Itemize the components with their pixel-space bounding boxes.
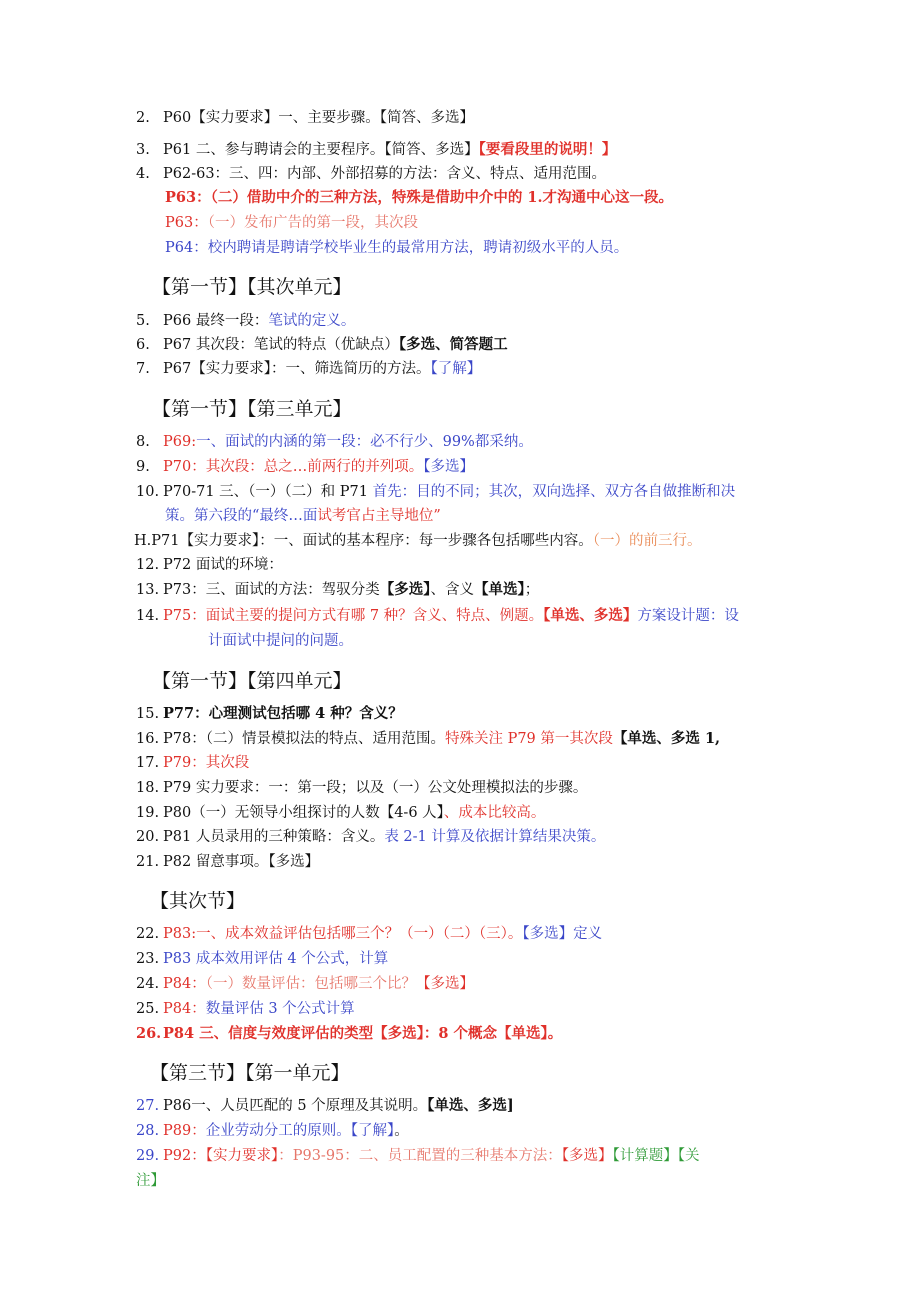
- item-text: P62-63：三、四：内部、外部招募的方法：含义、特点、适用范围。: [163, 166, 607, 182]
- item-note: 【了解】: [430, 361, 482, 377]
- list-item-29-cont: [136, 1171, 165, 1191]
- list-item-4b: [165, 213, 418, 233]
- section-heading-2: 【第一节】【第三单元】: [152, 398, 352, 420]
- item-text: P66 最终一段：: [163, 313, 269, 329]
- item-number: 5.: [136, 313, 150, 329]
- list-item-17: [136, 753, 249, 773]
- list-item-23: [136, 949, 388, 969]
- list-item-2: [136, 108, 474, 128]
- item-text: （一）数量评估：包括哪三个比？: [205, 976, 416, 992]
- item-ref: P84：: [163, 1001, 206, 1017]
- item-text: 企业劳动分工的原则。: [205, 1123, 351, 1139]
- item-number: 10.: [136, 484, 160, 500]
- list-item-14-cont: [208, 631, 353, 651]
- section-heading-4: 【其次节】: [150, 890, 246, 912]
- item-text: P70-71 三、（一）（二）和 P71: [163, 484, 373, 500]
- item-text: 计面试中提问的问题。: [208, 633, 353, 649]
- item-text: P60【实力要求】一、主要步骤。【简答、多选】: [163, 110, 474, 126]
- item-ref: P89：: [163, 1123, 206, 1139]
- item-number: 28.: [136, 1123, 160, 1139]
- item-number: 26.: [136, 1025, 162, 1042]
- list-item-8: [136, 432, 533, 452]
- list-item-16: [136, 729, 720, 749]
- section-heading-5: 【第三节】【第一单元】: [150, 1062, 350, 1084]
- item-text: P63：（二）借助中介的三种方法，特殊是借助中介中的 1.才沟通中心这一段。: [165, 189, 674, 206]
- list-item-10: [136, 482, 735, 502]
- item-number: 9.: [136, 459, 150, 475]
- item-number: 20.: [136, 829, 160, 845]
- item-note: 笔试的定义。: [268, 313, 356, 329]
- item-note: 表 2-1 计算及依据计算结果决策。: [384, 829, 606, 845]
- list-item-7: [136, 359, 481, 379]
- section-heading-1: 【第一节】【其次单元】: [152, 276, 352, 298]
- item-tag: 【多选】: [379, 581, 431, 598]
- list-item-4: [136, 164, 606, 184]
- item-text: ：P93-95：二、员工配置的三种基本方法：: [278, 1148, 562, 1164]
- item-text: 数量评估 3 个公式计算: [205, 1001, 355, 1017]
- item-number: 16.: [136, 731, 160, 747]
- item-number: 19.: [136, 805, 160, 821]
- list-item-11: [134, 531, 701, 551]
- item-text: P75：面试主要的提问方式有哪 7 种？含义、特点、例题。: [163, 608, 544, 624]
- item-number: 8.: [136, 434, 150, 450]
- item-number: H.: [134, 533, 152, 549]
- list-item-10-cont: [165, 506, 441, 526]
- item-text: （一）发布广告的第一段，其次段: [207, 215, 418, 231]
- list-item-20: [136, 827, 605, 847]
- item-number: 21.: [136, 854, 160, 870]
- item-text: P80（一）无领导小组探讨的人数【4-6 人】: [163, 805, 444, 821]
- item-number: 17.: [136, 755, 160, 771]
- item-number: 22.: [136, 926, 160, 942]
- item-text: 。: [394, 1123, 409, 1139]
- item-tag: 【关: [677, 1148, 700, 1164]
- item-tag: 【实力要求】: [205, 1148, 279, 1164]
- item-tag: 【多选】: [415, 976, 474, 992]
- item-text: ；: [524, 582, 540, 598]
- list-item-13: [136, 580, 539, 600]
- item-number: 25.: [136, 1001, 160, 1017]
- list-item-5: [136, 311, 355, 331]
- item-tag: 注】: [136, 1173, 165, 1189]
- item-text: P67【实力要求】：一、筛选简历的方法。: [163, 361, 431, 377]
- list-item-6: [136, 335, 508, 355]
- item-tag: 【单选、多选】: [543, 607, 638, 624]
- item-number: 4.: [136, 166, 150, 182]
- item-ref: P69:: [163, 434, 197, 450]
- item-text: P73：三、面试的方法：驾驭分类: [163, 582, 380, 598]
- item-text: 、含义: [430, 582, 474, 598]
- item-text: P70：其次段：总之…前两行的并列项。: [163, 459, 424, 475]
- item-note: 【要看段里的说明！】: [478, 141, 617, 158]
- list-item-12: [136, 555, 283, 575]
- list-item-28: [136, 1121, 409, 1141]
- item-tag: 【计算题】: [612, 1148, 678, 1164]
- item-number: 7.: [136, 361, 150, 377]
- item-text: P72 面试的环境：: [163, 557, 283, 573]
- item-text: P79 实力要求：一：第一段；以及（一）公文处理模拟法的步骤。: [163, 780, 588, 796]
- item-text: P71【实力要求】：一、面试的基本程序：每一步骤各包括哪些内容。: [151, 533, 593, 549]
- item-number: 29.: [136, 1148, 160, 1164]
- item-number: 18.: [136, 780, 160, 796]
- item-note: 【多选】: [423, 459, 474, 475]
- list-item-21: [136, 852, 319, 872]
- item-text: P64：校内聘请是聘请学校毕业生的最常用方法，聘请初级水平的人员。: [165, 240, 629, 256]
- item-note: 特殊关注 P79 第一其次段: [444, 731, 613, 747]
- item-text: P83 成本效用评估 4 个公式，计算: [163, 951, 389, 967]
- item-tag: 【了解】: [350, 1123, 395, 1139]
- item-tag: 【单选】: [473, 581, 525, 598]
- item-tag: 【单选、多选]: [427, 1097, 514, 1114]
- item-number: 6.: [136, 337, 150, 353]
- item-number: 27.: [136, 1098, 160, 1114]
- item-number: 12.: [136, 557, 160, 573]
- item-text: P81 人员录用的三种策略：含义。: [163, 829, 385, 845]
- list-item-19: [136, 803, 545, 823]
- item-number: 14.: [136, 608, 160, 624]
- item-text-red: 试考官占主导地位”: [317, 508, 441, 524]
- item-tag: 【多选】: [561, 1148, 613, 1164]
- item-text: P77：心理测试包括哪 4 种？含义？: [163, 705, 403, 722]
- item-text: 策。第六段的“最终…面: [165, 508, 318, 524]
- list-item-9: [136, 457, 474, 477]
- list-item-4c: [165, 238, 628, 258]
- item-text: P84 三、信度与效度评估的类型【多选】：8 个概念【单选】。: [163, 1025, 563, 1042]
- item-tag: 【单选、多选 1,: [612, 730, 721, 747]
- item-text: P61 二、参与聘请会的主要程序。【简答、多选】: [163, 142, 479, 158]
- item-note: （一）的前三行。: [592, 533, 702, 549]
- item-note: 方案设计题：设: [637, 608, 739, 624]
- list-item-24: [136, 974, 474, 994]
- item-text: P86一、人员匹配的 5 个原理及其说明。: [163, 1098, 428, 1114]
- item-text: P82 留意事项。【多选】: [163, 854, 320, 870]
- item-number: 3.: [136, 142, 150, 158]
- item-ref: P92：: [163, 1148, 206, 1164]
- item-text: P67 其次段：笔试的特点（优缺点）: [163, 337, 399, 353]
- item-number: 23.: [136, 951, 160, 967]
- section-heading-3: 【第一节】【第四单元】: [152, 670, 352, 692]
- item-text: 一、面试的内涵的第一段：必不行少、99%都采纳。: [196, 434, 533, 450]
- item-text: P83:一、成本效益评估包括哪三个？（一）（二）（三）。: [163, 926, 523, 942]
- item-text: P79：其次段: [163, 755, 250, 771]
- item-ref: P84：: [163, 976, 206, 992]
- list-item-18: [136, 778, 587, 798]
- list-item-26: [136, 1024, 562, 1044]
- list-item-25: [136, 999, 355, 1019]
- item-number: 15.: [136, 706, 160, 722]
- item-note: 、成本比较高。: [443, 805, 546, 821]
- item-note: 【多选、简答题工: [398, 336, 508, 353]
- item-number: 24.: [136, 976, 160, 992]
- list-item-22: [136, 924, 602, 944]
- item-text: P78：（二）情景模拟法的特点、适用范围。: [163, 731, 445, 747]
- list-item-15: [136, 704, 403, 724]
- item-number: 13.: [136, 582, 160, 598]
- list-item-4a: [165, 188, 673, 208]
- list-item-3: [136, 140, 616, 160]
- item-ref: P63：: [165, 215, 208, 231]
- item-number: 2.: [136, 110, 150, 126]
- item-note: 【多选】定义: [522, 926, 603, 942]
- list-item-27: [136, 1096, 514, 1116]
- list-item-29: [136, 1146, 700, 1166]
- item-text-blue: 首先：目的不同；其次，双向选择、双方各自做推断和决: [372, 484, 736, 500]
- list-item-14: [136, 606, 739, 626]
